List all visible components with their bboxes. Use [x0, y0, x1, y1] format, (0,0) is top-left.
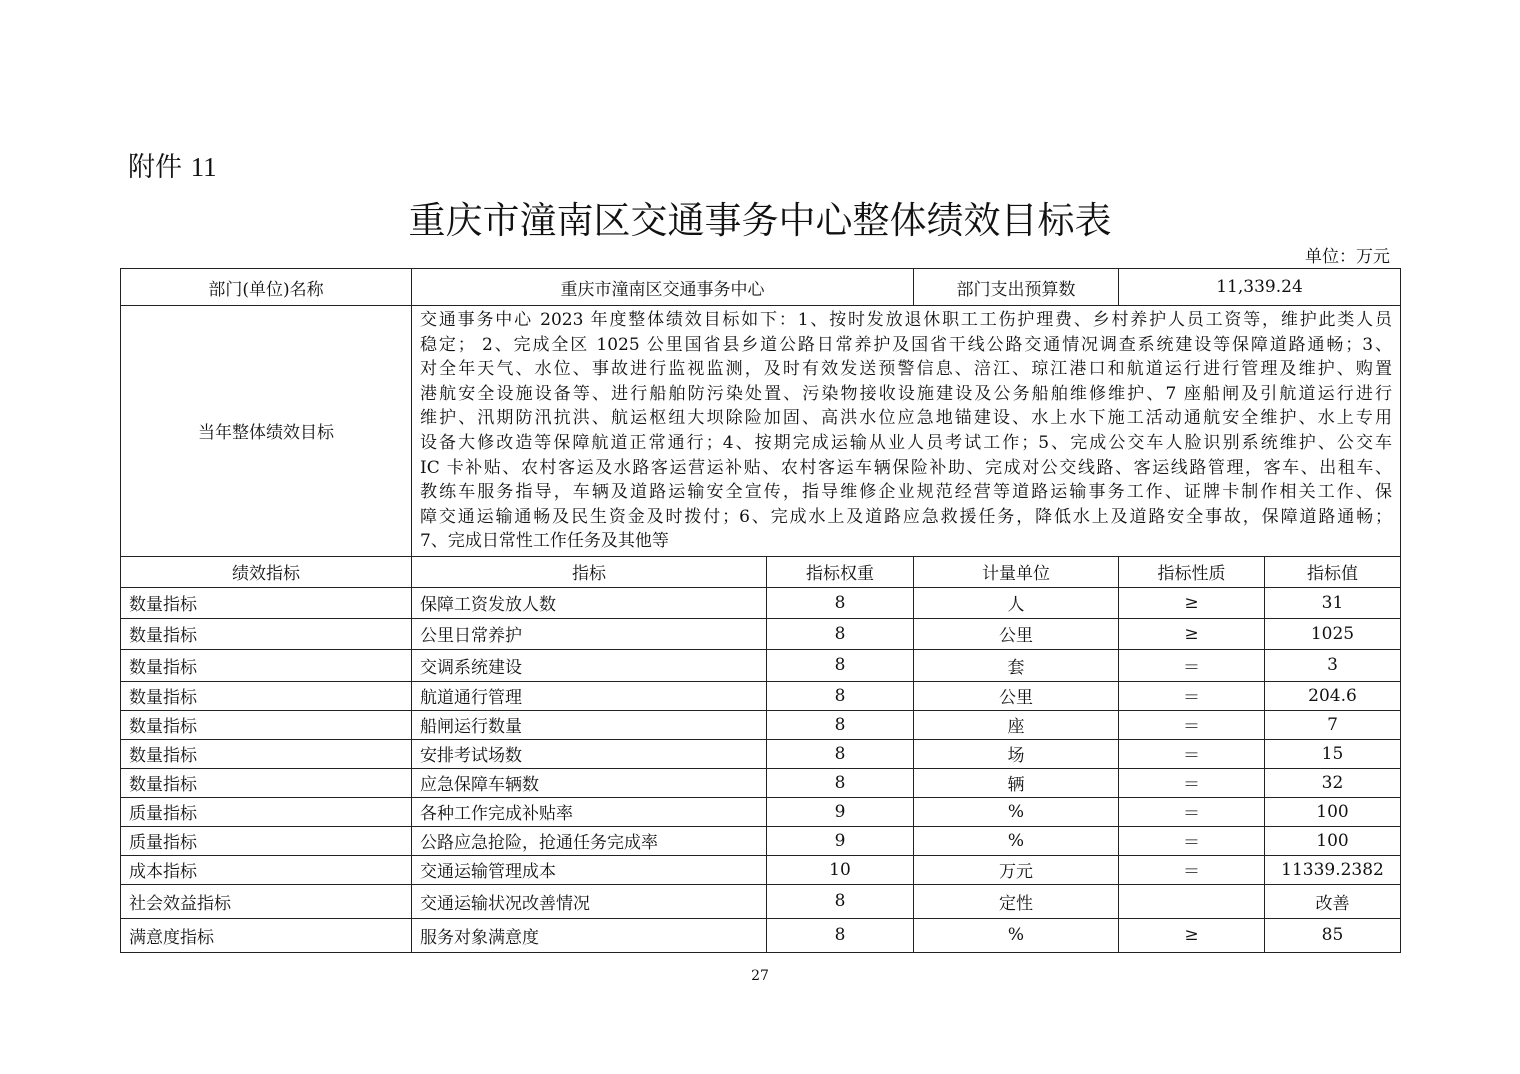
- page-title: 重庆市潼南区交通事务中心整体绩效目标表: [408, 199, 1112, 242]
- table-cell: 场: [914, 739, 1119, 768]
- table-cell: 31: [1265, 587, 1401, 618]
- table-cell: ≥: [1119, 587, 1265, 618]
- table-row: [121, 710, 1401, 739]
- performance-table: [120, 268, 1401, 953]
- table-cell: 9: [767, 826, 914, 855]
- table-cell: ≥: [1119, 918, 1265, 952]
- column-header: 指标权重: [767, 556, 914, 587]
- table-cell: 100: [1265, 826, 1401, 855]
- objective-line: 设备大修改造等保障航道正常通行；4、按期完成运输从业人员考试工作；5、完成公交车人脸识别系统维护、公交车: [420, 432, 1392, 453]
- table-cell: 定性: [914, 884, 1119, 918]
- table-cell: 100: [1265, 797, 1401, 826]
- objective-line: IC 卡补贴、农村客运及水路客运营运补贴、农村客运车辆保险补助、完成对公交线路、客运线路管理，客车、出租车、: [420, 457, 1392, 478]
- budget-label: 部门支出预算数: [914, 269, 1119, 306]
- table-cell: 公里: [914, 681, 1119, 710]
- table-row: [121, 826, 1401, 855]
- objective-text: [412, 306, 1401, 557]
- table-cell: 应急保障车辆数: [412, 768, 767, 797]
- table-cell: 8: [767, 710, 914, 739]
- table-cell: 数量指标: [121, 710, 412, 739]
- table-cell: 11339.2382: [1265, 855, 1401, 884]
- table-cell: ＝: [1119, 797, 1265, 826]
- table-cell: 安排考试场数: [412, 739, 767, 768]
- objective-line: 对全年天气、水位、事故进行监视监测，及时有效发送预警信息、涪江、琼江港口和航道运行进行管理及维护、购置: [420, 359, 1392, 380]
- table-cell: 服务对象满意度: [412, 918, 767, 952]
- objective-line: 交通事务中心 2023 年度整体绩效目标如下：1、按时发放退休职工工伤护理费、乡村养护人员工资等，维护此类人员: [420, 310, 1392, 330]
- table-cell: 1025: [1265, 618, 1401, 649]
- attachment-number: 11: [190, 152, 217, 182]
- table-cell: 数量指标: [121, 739, 412, 768]
- table-cell: 32: [1265, 768, 1401, 797]
- column-header-row: [121, 556, 1401, 587]
- table-cell: 204.6: [1265, 681, 1401, 710]
- table-cell: 万元: [914, 855, 1119, 884]
- table-cell: 85: [1265, 918, 1401, 952]
- table-cell: 数量指标: [121, 587, 412, 618]
- unit-label: 单位：万元: [1305, 247, 1390, 267]
- table-cell: 8: [767, 768, 914, 797]
- table-cell: 8: [767, 918, 914, 952]
- header-row: [121, 269, 1401, 306]
- objective-line: 港航安全设施设备等、进行船舶防污染处置、污染物接收设施建设及公务船舶维修维护、7 座船闸及引航道运行进行: [420, 383, 1392, 404]
- table-row: [121, 739, 1401, 768]
- table-row: [121, 918, 1401, 952]
- table-cell: 质量指标: [121, 797, 412, 826]
- attachment-label: [128, 145, 217, 184]
- table-row: [121, 855, 1401, 884]
- table-cell: ＝: [1119, 826, 1265, 855]
- dept-value: 重庆市潼南区交通事务中心: [412, 269, 914, 306]
- table-cell: 船闸运行数量: [412, 710, 767, 739]
- dept-label: 部门(单位)名称: [121, 269, 412, 306]
- table-cell: 数量指标: [121, 681, 412, 710]
- table-cell: 公里日常养护: [412, 618, 767, 649]
- table-cell: 数量指标: [121, 768, 412, 797]
- column-header: 指标: [412, 556, 767, 587]
- table-cell: 辆: [914, 768, 1119, 797]
- column-header: 计量单位: [914, 556, 1119, 587]
- table-cell: 改善: [1265, 884, 1401, 918]
- table-cell: 8: [767, 649, 914, 681]
- column-header: 指标值: [1265, 556, 1401, 587]
- table-cell: 15: [1265, 739, 1401, 768]
- attachment-text: 附件: [128, 152, 182, 183]
- table-cell: 各种工作完成补贴率: [412, 797, 767, 826]
- table-cell: 公里: [914, 618, 1119, 649]
- table-cell: 社会效益指标: [121, 884, 412, 918]
- table-row: [121, 797, 1401, 826]
- table-cell: 9: [767, 797, 914, 826]
- table-cell: 8: [767, 739, 914, 768]
- budget-value: 11,339.24: [1119, 269, 1401, 306]
- objective-line: 维护、汛期防汛抗洪、航运枢纽大坝除险加固、高洪水位应急地锚建设、水上水下施工活动通航安全维护、水上专用: [420, 408, 1392, 429]
- table-cell: 交通运输状况改善情况: [412, 884, 767, 918]
- objective-line: 教练车服务指导，车辆及道路运输安全宣传，指导维修企业规范经营等道路运输事务工作、证牌卡制作相关工作、保: [420, 482, 1392, 503]
- table-cell: 航道通行管理: [412, 681, 767, 710]
- table-cell: %: [914, 797, 1119, 826]
- table-cell: 8: [767, 681, 914, 710]
- table-cell: 保障工资发放人数: [412, 587, 767, 618]
- table-cell: 满意度指标: [121, 918, 412, 952]
- table-cell: 10: [767, 855, 914, 884]
- table-cell: ＝: [1119, 681, 1265, 710]
- table-cell: ＝: [1119, 768, 1265, 797]
- objective-line: 障交通运输通畅及民生资金及时拨付；6、完成水上及道路应急救援任务，降低水上及道路安全事故，保障道路通畅；: [420, 506, 1392, 527]
- table-cell: 公路应急抢险，抢通任务完成率: [412, 826, 767, 855]
- objective-label: 当年整体绩效目标: [121, 306, 412, 557]
- page-number: 27: [751, 968, 769, 984]
- table-cell: ＝: [1119, 739, 1265, 768]
- table-cell: ＝: [1119, 710, 1265, 739]
- table-row: [121, 681, 1401, 710]
- table-row: [121, 884, 1401, 918]
- table-cell: %: [914, 918, 1119, 952]
- table-cell: 成本指标: [121, 855, 412, 884]
- table-cell: ＝: [1119, 855, 1265, 884]
- table-row: [121, 618, 1401, 649]
- table-cell: 7: [1265, 710, 1401, 739]
- table-cell: ≥: [1119, 618, 1265, 649]
- objective-row: [121, 306, 1401, 557]
- table-cell: ＝: [1119, 649, 1265, 681]
- table-row: [121, 768, 1401, 797]
- table-cell: 数量指标: [121, 649, 412, 681]
- table-cell: 套: [914, 649, 1119, 681]
- table-cell: 8: [767, 884, 914, 918]
- objective-line: 稳定； 2、完成全区 1025 公里国省县乡道公路日常养护及国省干线公路交通情况调查系统建设等保障道路通畅；3、: [420, 334, 1392, 355]
- column-header: 指标性质: [1119, 556, 1265, 587]
- table-cell: 交通运输管理成本: [412, 855, 767, 884]
- table-cell: 人: [914, 587, 1119, 618]
- table-cell: 8: [767, 587, 914, 618]
- table-cell: %: [914, 826, 1119, 855]
- table-cell: 3: [1265, 649, 1401, 681]
- column-header: 绩效指标: [121, 556, 412, 587]
- table-row: [121, 587, 1401, 618]
- table-cell: [1119, 884, 1265, 918]
- table-cell: 数量指标: [121, 618, 412, 649]
- table-cell: 交调系统建设: [412, 649, 767, 681]
- table-cell: 质量指标: [121, 826, 412, 855]
- objective-line: 7、完成日常性工作任务及其他等: [420, 531, 669, 552]
- table-cell: 座: [914, 710, 1119, 739]
- table-row: [121, 649, 1401, 681]
- table-cell: 8: [767, 618, 914, 649]
